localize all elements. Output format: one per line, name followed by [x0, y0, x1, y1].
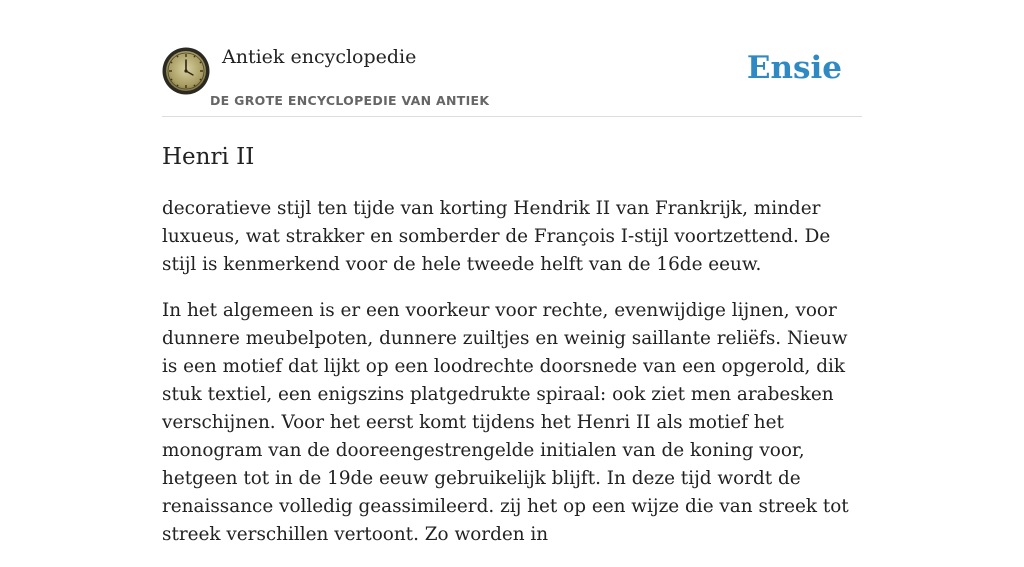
- brand-logo-link[interactable]: Ensie: [746, 50, 842, 86]
- article-paragraph: decoratieve stijl ten tijde van korting Hendrik II van Frankrijk, minder luxueus, wat strakker en somberder de François I-stijl voortzettend. De stijl is kenmerkend voor de hele tweede helft van de 16de eeuw.: [162, 198, 831, 275]
- article-body: [162, 195, 862, 549]
- site-title[interactable]: Antiek encyclopedie: [222, 46, 417, 68]
- article-paragraph: In het algemeen is er een voorkeur voor rechte, evenwijdige lijnen, voor dunnere meubelpoten, dunnere zuiltjes en weinig saillante reliëfs. Nieuw is een motief dat lijkt op een loodrechte doorsnede van een opgerold, dik stuk textiel, een enigszins platgedrukte spiraal: ook ziet men arabesken verschijnen. Voor het eerst komt tijdens het Henri II als motief het monogram van de dooreengestrengelde initialen van de koning voor, hetgeen tot in de 19de eeuw gebruikelijk blijft. In deze tijd wordt de renaissance volledig geassimileerd. zij het op een wijze die van streek tot streek verschillen vertoont. Zo worden in: [162, 300, 849, 545]
- page: [162, 0, 862, 567]
- article-title: Henri II: [162, 144, 255, 170]
- site-header: [162, 0, 862, 117]
- antique-clock-icon[interactable]: [162, 47, 210, 95]
- site-subtitle: DE GROTE ENCYCLOPEDIE VAN ANTIEK: [210, 93, 490, 108]
